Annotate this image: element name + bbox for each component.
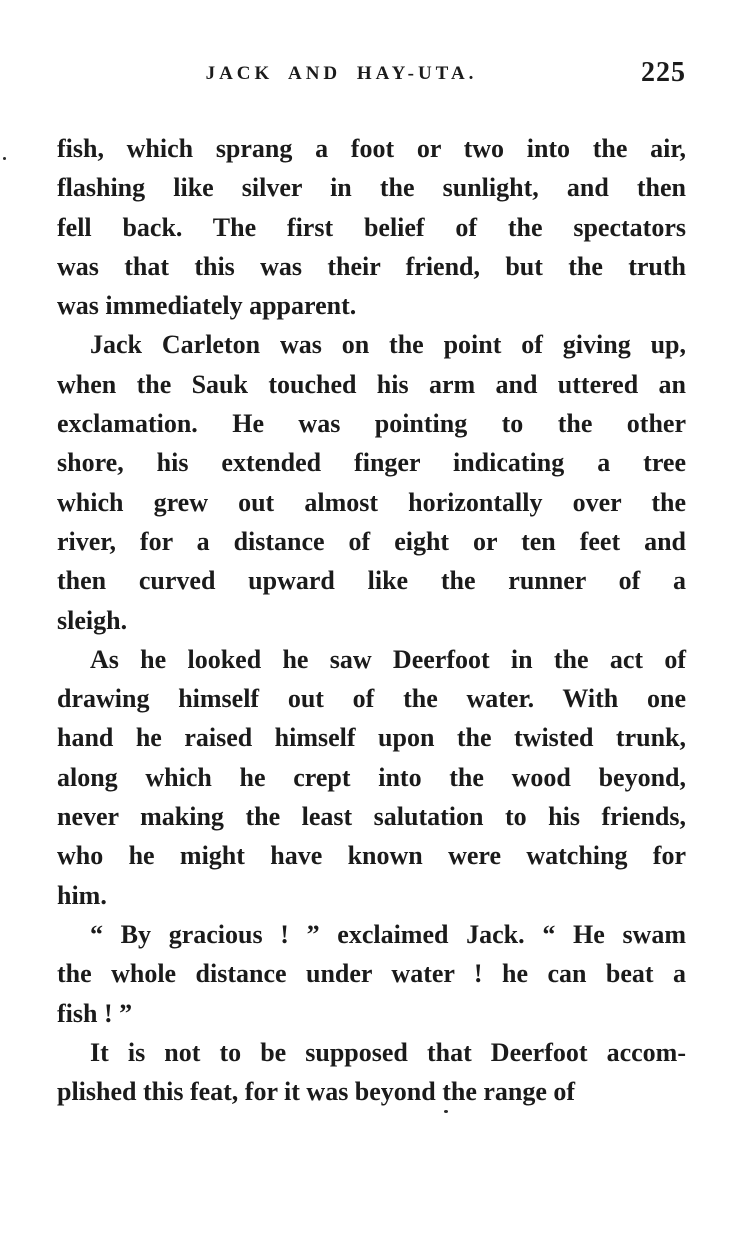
text-line: when the Sauk touched his arm and uttered an — [57, 369, 686, 399]
text-line: It is not to be supposed that Deerfoot accom- — [90, 1037, 686, 1067]
text-line: Jack Carleton was on the point of giving up, — [90, 330, 686, 360]
body-text — [57, 129, 686, 1111]
text-line: then curved upward like the runner of a — [57, 566, 686, 596]
text-line: sleigh. — [57, 605, 128, 635]
paragraph — [57, 129, 686, 325]
paragraph — [57, 325, 686, 639]
paragraph — [57, 640, 686, 915]
running-head-title: JACK AND HAY-UTA. — [205, 63, 478, 84]
page-content — [57, 57, 686, 1111]
text-line: shore, his extended finger indicating a tree — [57, 448, 686, 478]
text-line: drawing himself out of the water. With one — [57, 684, 686, 714]
text-line: flashing like silver in the sunlight, and then — [57, 173, 686, 203]
scan-speck — [444, 1110, 448, 1113]
running-header — [57, 57, 686, 88]
text-line: hand he raised himself upon the twisted trunk, — [57, 723, 686, 753]
text-line: river, for a distance of eight or ten feet and — [57, 526, 686, 556]
text-line: plished this feat, for it was beyond the range of — [57, 1077, 576, 1107]
text-line: was that this was their friend, but the truth — [57, 251, 686, 281]
text-line: along which he crept into the wood beyond, — [57, 762, 686, 792]
page-number: 225 — [641, 57, 686, 88]
text-line: exclamation. He was pointing to the other — [57, 409, 686, 439]
text-line: him. — [57, 880, 107, 910]
text-line: who he might have known were watching for — [57, 841, 686, 871]
text-line: fish ! ” — [57, 998, 133, 1028]
paragraph — [57, 1033, 686, 1112]
text-line: fish, which sprang a foot or two into the air, — [57, 134, 686, 163]
text-line: “ By gracious ! ” exclaimed Jack. “ He swam — [90, 919, 686, 949]
text-line: never making the least salutation to his friends, — [57, 802, 686, 832]
text-line: the whole distance under water ! he can beat a — [57, 959, 686, 989]
text-line: which grew out almost horizontally over the — [57, 487, 686, 517]
paragraph — [57, 915, 686, 1033]
scan-speck — [3, 157, 6, 160]
text-line: As he looked he saw Deerfoot in the act of — [90, 644, 686, 674]
text-line: was immediately apparent. — [57, 291, 357, 321]
text-line: fell back. The first belief of the spectators — [57, 212, 686, 242]
